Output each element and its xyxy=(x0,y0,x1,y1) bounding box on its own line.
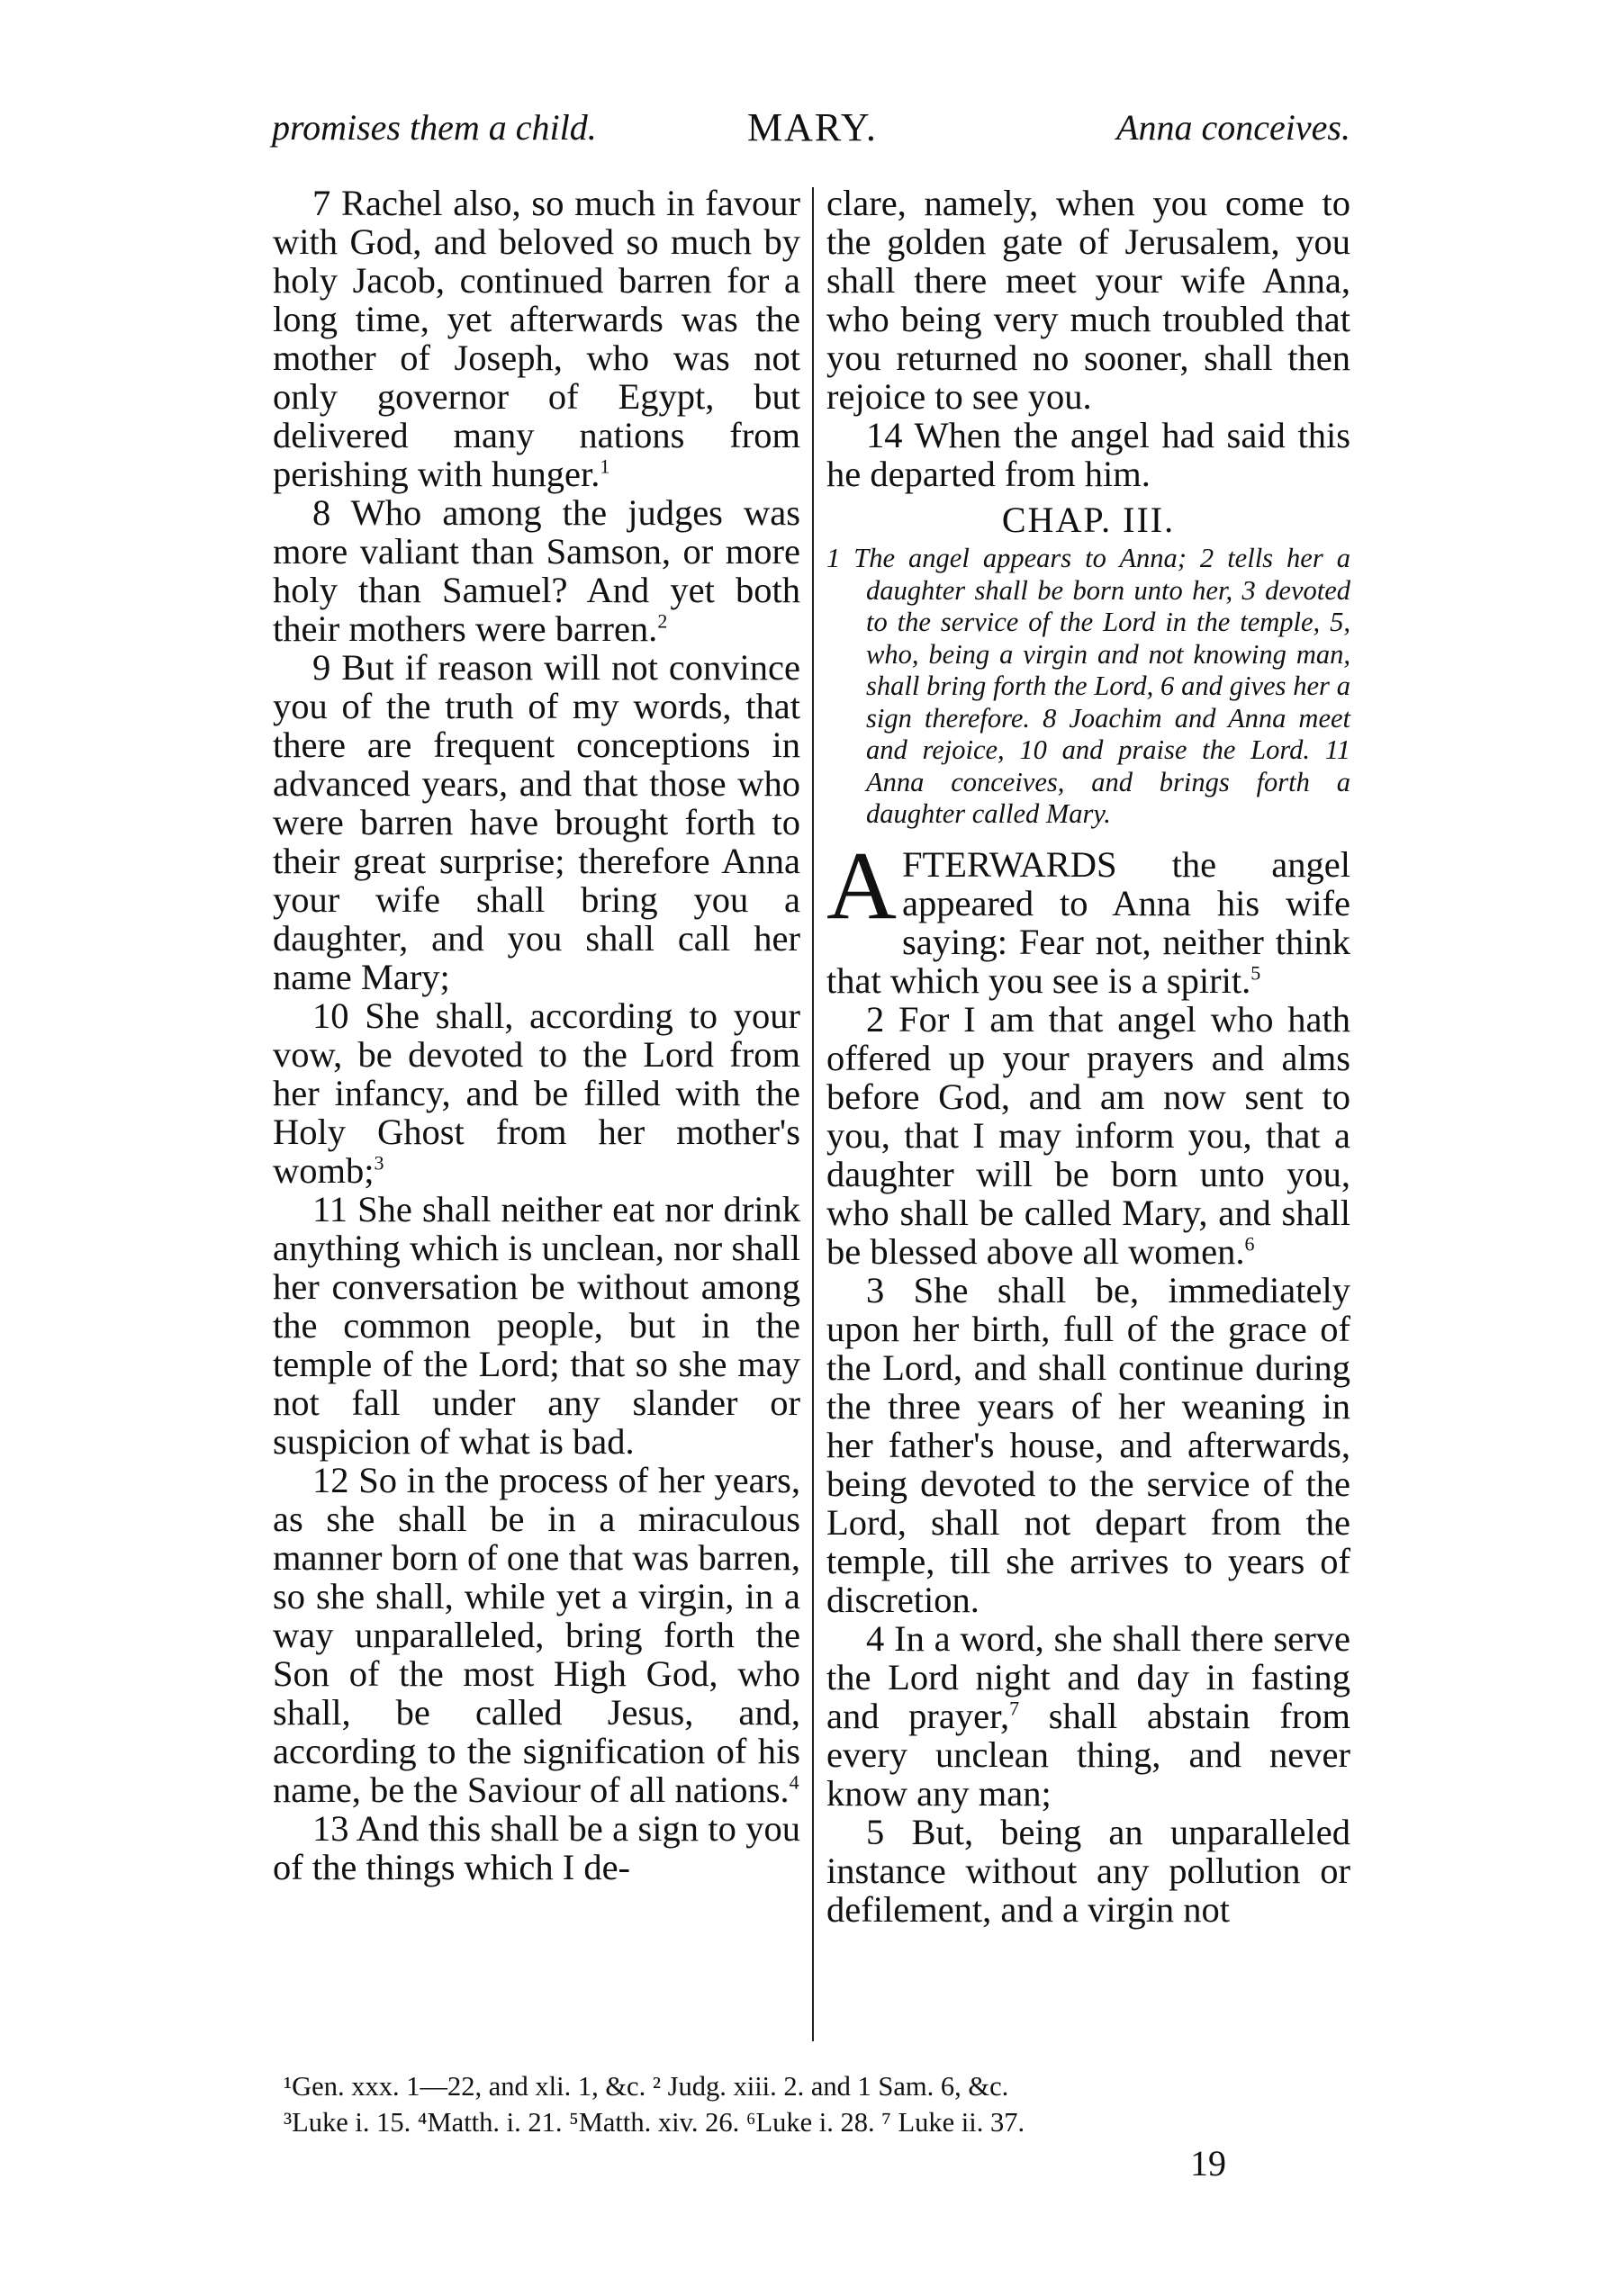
verse-4: 4 In a word, she shall there serve the Lord night and day in fasting and prayer,$^7$ shall abstain from every unclean thing, and never know any man; xyxy=(826,1617,1351,1814)
header-right: Anna conceives. xyxy=(1116,107,1350,148)
verse-14: 14 When the angel had said this he departed from him. xyxy=(826,415,1350,494)
footnote-ref: 1 xyxy=(600,455,610,478)
verse-13: 13 And this shall be a sign to you of the things which I de- xyxy=(273,1808,800,1887)
left-column xyxy=(273,184,800,1886)
footnote-ref: 4 xyxy=(789,1770,799,1794)
verse-13-continuation: clare, namely, when you come to the golden gate of Jerusalem, you shall there meet your wife Anna, who being very much troubled that you returned no sooner, shall then rejoice to see you. xyxy=(826,183,1350,417)
footnote-ref: 2 xyxy=(657,609,668,633)
page-number: 19 xyxy=(1190,2143,1226,2183)
chapter-summary: 1 The angel appears to Anna; 2 tells her a daughter shall be born unto her, 3 devoted to the service of the Lord in the temple, 5, who, being a virgin and not knowing man, shall bring forth the Lord, 6 and gives her a sign therefore. 8 Joachim and Anna meet and rejoice, 10 and praise the Lord. 11 Anna conceives, and brings forth a daughter called Mary. xyxy=(826,543,1350,829)
verse-9: 9 But if reason will not convince you of the truth of my words, that there are frequent conceptions in advanced years, and that those who were barren have brought forth to their great surprise; therefore Anna your wife shall bring you a daughter, and you shall call her name Mary; xyxy=(273,647,800,997)
footnote-ref: 5 xyxy=(1250,961,1261,984)
footnotes xyxy=(284,2068,1350,2140)
verse-3: 3 She shall be, immediately upon her birth, full of the grace of the Lord, and shall continue during the three years of her weaning in her father's house, and afterwards, being devoted to the service of the Lord, shall not depart from the temple, till she arrives to years of discretion. xyxy=(826,1269,1350,1620)
drop-cap: A xyxy=(826,832,897,940)
verse-8: 8 Who among the judges was more valiant than Samson, or more holy than Samuel? And yet both their mothers were barren.$^2$ xyxy=(273,492,800,649)
running-header xyxy=(272,106,1350,160)
footnote-line: ¹Gen. xxx. 1—22, and xli. 1, &c. ² Judg. xiii. 2. and 1 Sam. 6, &c. xyxy=(284,2071,1009,2102)
footnote-ref: 3 xyxy=(374,1151,384,1175)
column-divider xyxy=(812,187,814,2041)
verse-1: AFTERWARDS the angel appeared to Anna his wife saying: Fear not, neither think that which you see is a spirit.$^5$ xyxy=(826,832,1350,1001)
verse-7: 7 Rachel also, so much in favour with God, and beloved so much by holy Jacob, continued barren for a long time, yet afterwards was the mother of Joseph, who was not only governor of Egypt, but delivered many nations from perishing with hunger.$^1$ xyxy=(273,183,800,494)
verse-5: 5 But, being an unparalleled instance without any pollution or defilement, and a virgin not xyxy=(826,1811,1350,1930)
footnote-ref: 7 xyxy=(1009,1697,1020,1719)
header-title: MARY. xyxy=(747,105,878,149)
header-left: promises them a child. xyxy=(272,107,597,148)
right-column xyxy=(826,184,1350,1929)
verse-11: 11 She shall neither eat nor drink anything which is unclean, nor shall her conversation be without among the common people, but in the temple of the Lord; that so she may not fall under any slander or suspicion of what is bad. xyxy=(273,1189,800,1462)
footnote-ref: 6 xyxy=(1244,1232,1255,1255)
verse-2: 2 For I am that angel who hath offered up your prayers and alms before God, and am now sent to you, that I may inform you, that a daughter will be born unto you, who shall be called Mary, and shall be blessed above all women.$^6$ xyxy=(826,998,1350,1272)
verse-12: 12 So in the process of her years, as she shall be in a miraculous manner born of one that was barren, so she shall, while yet a virgin, in a way unparalleled, bring forth the Son of the most High God, who shall, be called Jesus, and, according to the signification of his name, be the Saviour of all nations.$^4$ xyxy=(273,1460,800,1810)
footnote-line: ³Luke i. 15. ⁴Matth. i. 21. ⁵Matth. xiv. 26. ⁶Luke i. 28. ⁷ Luke ii. 37. xyxy=(284,2107,1025,2138)
chapter-title: CHAP. III. xyxy=(1001,500,1176,540)
verse-10: 10 She shall, according to your vow, be devoted to the Lord from her infancy, and be filled with the Holy Ghost from her mother's womb;$^3$ xyxy=(273,995,800,1191)
